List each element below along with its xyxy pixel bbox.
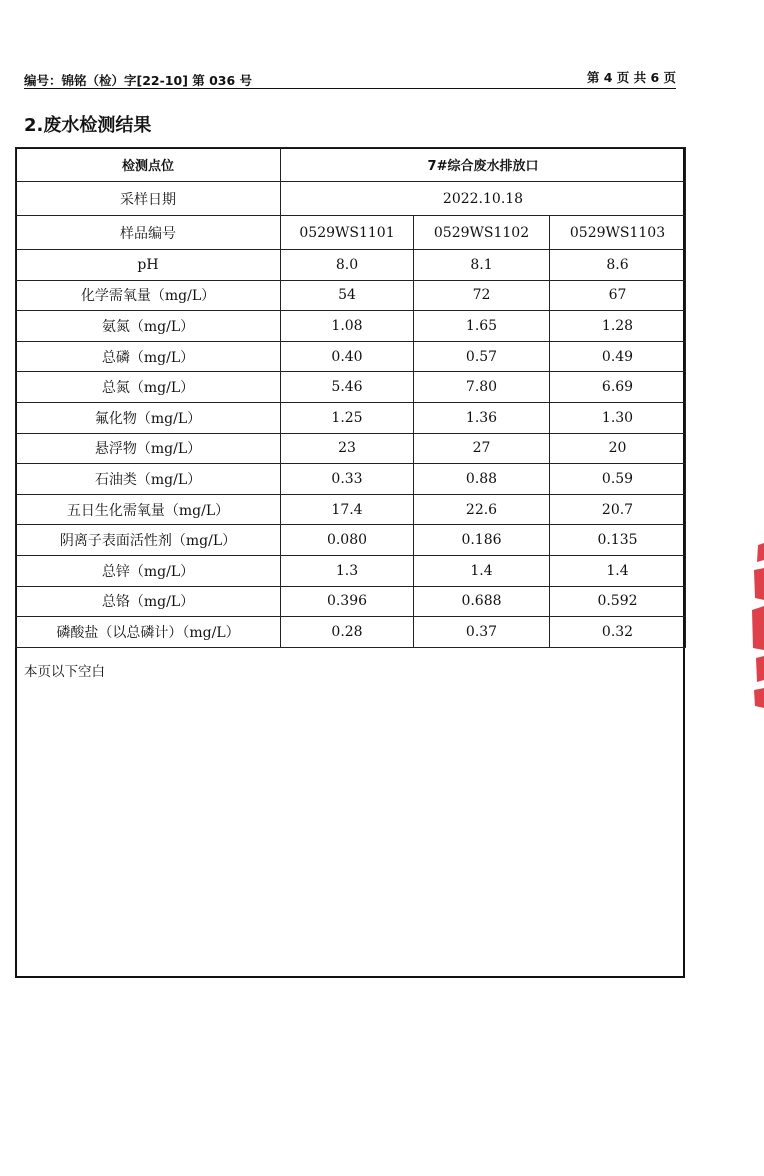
- table-row: [16, 525, 686, 556]
- result-value: 0.135: [550, 525, 686, 556]
- result-value: 8.6: [550, 250, 686, 281]
- result-value: 1.4: [414, 555, 550, 586]
- result-value: 0.186: [414, 525, 550, 556]
- result-value: 23: [281, 433, 414, 464]
- table-row: [16, 464, 686, 495]
- parameter-name: 石油类（mg/L）: [16, 464, 281, 495]
- result-value: 0.37: [414, 617, 550, 648]
- parameter-name: 阴离子表面活性剂（mg/L）: [16, 525, 281, 556]
- result-value: 6.69: [550, 372, 686, 403]
- parameter-name: 总锌（mg/L）: [16, 555, 281, 586]
- parameter-name: 总磷（mg/L）: [16, 341, 281, 372]
- parameter-name: 磷酸盐（以总磷计）（mg/L）: [16, 617, 281, 648]
- date-value: 2022.10.18: [281, 182, 686, 216]
- table-row: [16, 311, 686, 342]
- seal-stamp-edge: [748, 540, 764, 710]
- table-row-sample: [16, 216, 686, 250]
- table-row: [16, 250, 686, 281]
- result-value: 0.688: [414, 586, 550, 617]
- point-label: 检测点位: [16, 148, 281, 182]
- sample-id-1: 0529WS1101: [281, 216, 414, 250]
- result-value: 17.4: [281, 494, 414, 525]
- result-value: 5.46: [281, 372, 414, 403]
- result-value: 8.1: [414, 250, 550, 281]
- result-value: 1.4: [550, 555, 686, 586]
- sample-id-2: 0529WS1102: [414, 216, 550, 250]
- result-value: 67: [550, 280, 686, 311]
- result-value: 0.080: [281, 525, 414, 556]
- section-title: 2.废水检测结果: [24, 115, 152, 136]
- table-row: [16, 586, 686, 617]
- result-value: 54: [281, 280, 414, 311]
- result-value: 20: [550, 433, 686, 464]
- table-row: [16, 433, 686, 464]
- result-value: 1.36: [414, 402, 550, 433]
- parameter-name: 化学需氧量（mg/L）: [16, 280, 281, 311]
- table-row: [16, 372, 686, 403]
- parameter-name: 悬浮物（mg/L）: [16, 433, 281, 464]
- document-number: 编号：锦铭（检）字[22-10] 第 036 号: [24, 73, 253, 88]
- table-row: [16, 494, 686, 525]
- result-value: 0.40: [281, 341, 414, 372]
- result-value: 0.33: [281, 464, 414, 495]
- result-value: 22.6: [414, 494, 550, 525]
- page-info: 第 4 页 共 6 页: [586, 70, 676, 85]
- table-row-date: [16, 182, 686, 216]
- result-value: 0.59: [550, 464, 686, 495]
- result-value: 0.592: [550, 586, 686, 617]
- table-row: [16, 617, 686, 648]
- result-value: 0.49: [550, 341, 686, 372]
- result-value: 1.3: [281, 555, 414, 586]
- result-value: 72: [414, 280, 550, 311]
- result-value: 0.32: [550, 617, 686, 648]
- parameter-name: 氟化物（mg/L）: [16, 402, 281, 433]
- result-value: 0.396: [281, 586, 414, 617]
- table-row: [16, 402, 686, 433]
- sample-label: 样品编号: [16, 216, 281, 250]
- result-value: 7.80: [414, 372, 550, 403]
- results-table: [15, 147, 686, 648]
- table-row: [16, 280, 686, 311]
- parameter-name: 总氮（mg/L）: [16, 372, 281, 403]
- result-value: 8.0: [281, 250, 414, 281]
- blank-note: 本页以下空白: [24, 664, 105, 680]
- date-label: 采样日期: [16, 182, 281, 216]
- page-header: [24, 68, 676, 89]
- parameter-name: pH: [16, 250, 281, 281]
- parameter-name: 氨氮（mg/L）: [16, 311, 281, 342]
- result-value: 1.28: [550, 311, 686, 342]
- result-value: 1.30: [550, 402, 686, 433]
- result-value: 0.88: [414, 464, 550, 495]
- parameter-name: 五日生化需氧量（mg/L）: [16, 494, 281, 525]
- result-value: 0.57: [414, 341, 550, 372]
- result-value: 27: [414, 433, 550, 464]
- result-value: 20.7: [550, 494, 686, 525]
- result-value: 1.65: [414, 311, 550, 342]
- parameter-name: 总铬（mg/L）: [16, 586, 281, 617]
- table-row: [16, 555, 686, 586]
- result-value: 0.28: [281, 617, 414, 648]
- table-row: [16, 341, 686, 372]
- table-row-point: [16, 148, 686, 182]
- result-value: 1.25: [281, 402, 414, 433]
- sample-id-3: 0529WS1103: [550, 216, 686, 250]
- result-value: 1.08: [281, 311, 414, 342]
- point-value: 7#综合废水排放口: [281, 148, 686, 182]
